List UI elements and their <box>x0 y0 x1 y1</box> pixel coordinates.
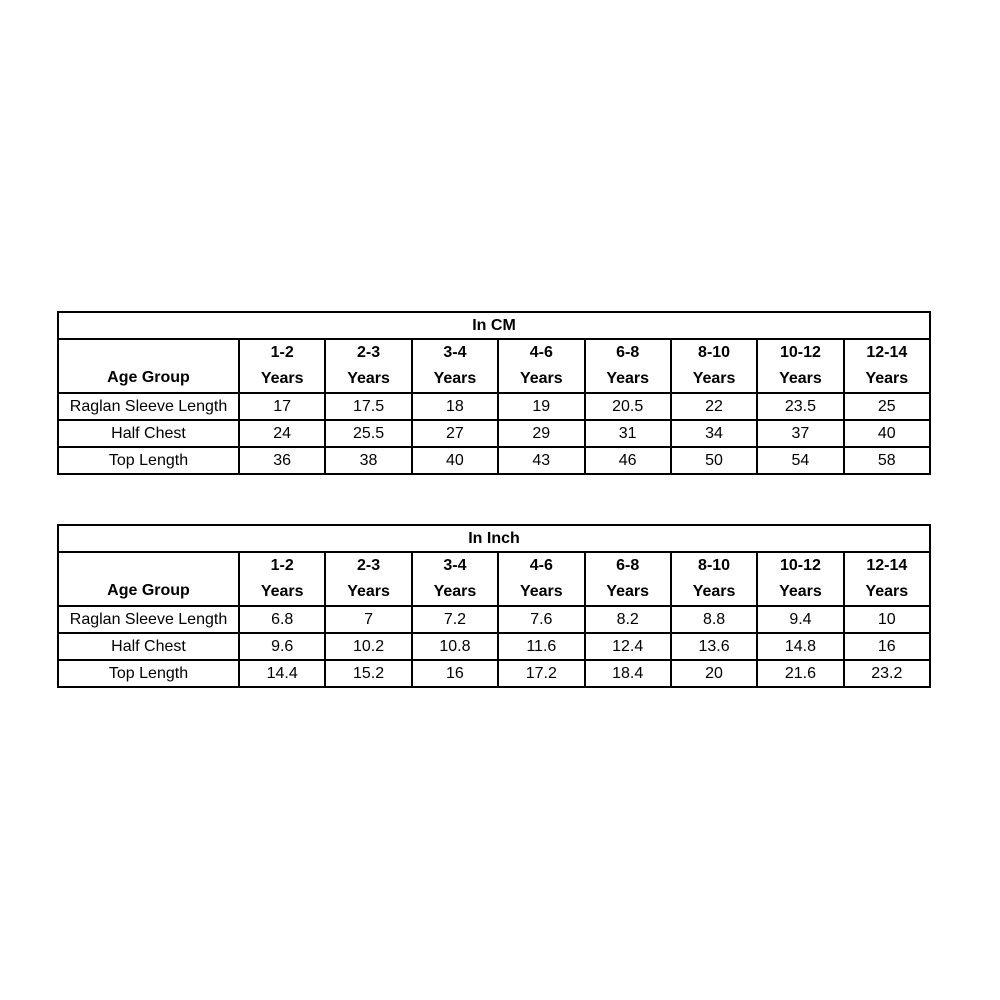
table-cell: 8.8 <box>671 606 757 633</box>
age-unit: Years <box>260 583 304 600</box>
table-cell: 46 <box>585 447 671 474</box>
column-header <box>325 552 411 606</box>
table-cell: 25 <box>844 393 930 420</box>
table-cell: 21.6 <box>757 660 843 687</box>
table-cell: 19 <box>498 393 584 420</box>
table-row <box>58 447 930 474</box>
table-cell: 58 <box>844 447 930 474</box>
table-cell: 14.4 <box>239 660 325 687</box>
table-title-row <box>58 312 930 339</box>
size-chart-inch-table <box>57 524 931 688</box>
column-header <box>412 339 498 393</box>
table-row <box>58 606 930 633</box>
table-row <box>58 660 930 687</box>
table-cell: 25.5 <box>325 420 411 447</box>
age-unit: Years <box>865 583 909 600</box>
table-cell: 11.6 <box>498 633 584 660</box>
table-cell: 7 <box>325 606 411 633</box>
table-cell: 27 <box>412 420 498 447</box>
table-row <box>58 393 930 420</box>
age-range: 8-10 <box>698 344 731 361</box>
age-unit: Years <box>692 370 736 387</box>
table-cell: 6.8 <box>239 606 325 633</box>
row-label: Raglan Sleeve Length <box>58 606 239 633</box>
table-header-row <box>58 339 930 393</box>
table-cell: 10 <box>844 606 930 633</box>
table-title: In CM <box>58 312 930 339</box>
age-range: 12-14 <box>866 344 908 361</box>
age-unit: Years <box>433 583 477 600</box>
age-unit: Years <box>779 583 822 600</box>
age-range: 12-14 <box>866 557 908 574</box>
table-cell: 23.5 <box>757 393 843 420</box>
table-row <box>58 420 930 447</box>
table-header-row <box>58 552 930 606</box>
age-unit: Years <box>260 370 304 387</box>
row-label: Half Chest <box>58 420 239 447</box>
row-label: Top Length <box>58 660 239 687</box>
age-unit: Years <box>519 370 563 387</box>
age-unit: Years <box>606 370 650 387</box>
age-range: 2-3 <box>357 557 381 574</box>
table-cell: 23.2 <box>844 660 930 687</box>
column-header <box>498 552 584 606</box>
age-unit: Years <box>347 583 390 600</box>
column-header <box>239 552 325 606</box>
table-cell: 37 <box>757 420 843 447</box>
age-range: 4-6 <box>529 344 553 361</box>
table-cell: 17.2 <box>498 660 584 687</box>
table-cell: 22 <box>671 393 757 420</box>
table-cell: 16 <box>412 660 498 687</box>
table-cell: 50 <box>671 447 757 474</box>
age-unit: Years <box>347 370 390 387</box>
column-header <box>585 339 671 393</box>
age-range: 8-10 <box>698 557 731 574</box>
table-cell: 29 <box>498 420 584 447</box>
age-unit: Years <box>606 583 650 600</box>
age-range: 4-6 <box>529 557 553 574</box>
age-unit: Years <box>692 583 736 600</box>
table-cell: 17.5 <box>325 393 411 420</box>
row-label: Half Chest <box>58 633 239 660</box>
table-cell: 36 <box>239 447 325 474</box>
table-cell: 10.2 <box>325 633 411 660</box>
table-cell: 38 <box>325 447 411 474</box>
row-label: Raglan Sleeve Length <box>58 393 239 420</box>
table-cell: 31 <box>585 420 671 447</box>
table-title-row <box>58 525 930 552</box>
age-unit: Years <box>779 370 822 387</box>
table-cell: 16 <box>844 633 930 660</box>
age-unit: Years <box>519 583 563 600</box>
table-cell: 8.2 <box>585 606 671 633</box>
column-header <box>325 339 411 393</box>
column-header <box>239 339 325 393</box>
table-cell: 12.4 <box>585 633 671 660</box>
age-range: 2-3 <box>357 344 381 361</box>
table-cell: 13.6 <box>671 633 757 660</box>
age-group-header: Age Group <box>58 552 239 606</box>
age-unit: Years <box>433 370 477 387</box>
age-group-header: Age Group <box>58 339 239 393</box>
table-cell: 9.4 <box>757 606 843 633</box>
table-cell: 15.2 <box>325 660 411 687</box>
age-range: 3-4 <box>443 344 467 361</box>
row-label: Top Length <box>58 447 239 474</box>
age-range: 6-8 <box>616 557 640 574</box>
column-header <box>844 552 930 606</box>
table-cell: 43 <box>498 447 584 474</box>
column-header <box>844 339 930 393</box>
table-cell: 20.5 <box>585 393 671 420</box>
column-header <box>585 552 671 606</box>
table-title: In Inch <box>58 525 930 552</box>
table-cell: 34 <box>671 420 757 447</box>
age-unit: Years <box>865 370 909 387</box>
table-cell: 40 <box>844 420 930 447</box>
column-header <box>671 552 757 606</box>
column-header <box>412 552 498 606</box>
column-header <box>757 339 843 393</box>
table-cell: 14.8 <box>757 633 843 660</box>
age-range: 3-4 <box>443 557 467 574</box>
table-row <box>58 633 930 660</box>
table-cell: 17 <box>239 393 325 420</box>
table-cell: 40 <box>412 447 498 474</box>
table-cell: 7.2 <box>412 606 498 633</box>
age-range: 1-2 <box>270 557 294 574</box>
column-header <box>671 339 757 393</box>
size-chart-cm-table <box>57 311 931 475</box>
age-range: 6-8 <box>616 344 640 361</box>
table-cell: 18 <box>412 393 498 420</box>
table-cell: 24 <box>239 420 325 447</box>
table-cell: 20 <box>671 660 757 687</box>
column-header <box>498 339 584 393</box>
table-cell: 54 <box>757 447 843 474</box>
column-header <box>757 552 843 606</box>
table-cell: 10.8 <box>412 633 498 660</box>
table-cell: 7.6 <box>498 606 584 633</box>
age-range: 10-12 <box>779 344 821 361</box>
table-cell: 9.6 <box>239 633 325 660</box>
age-range: 1-2 <box>270 344 294 361</box>
age-range: 10-12 <box>779 557 821 574</box>
table-cell: 18.4 <box>585 660 671 687</box>
